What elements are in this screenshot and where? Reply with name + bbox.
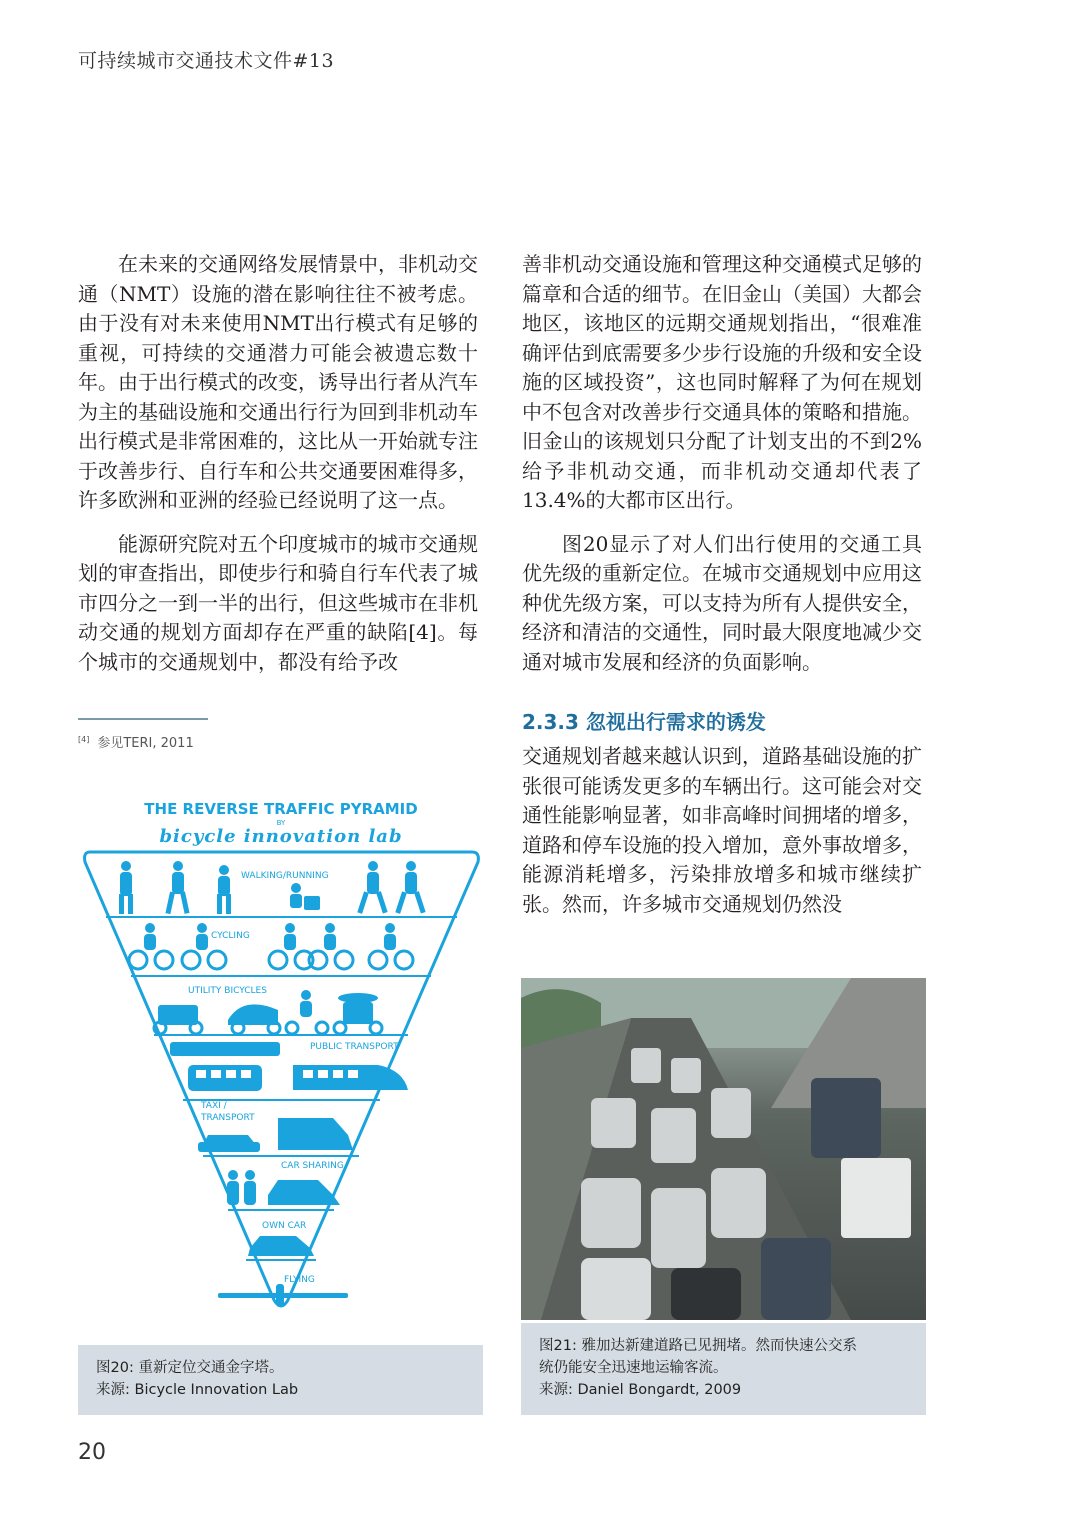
level-label-own-car: OWN CAR bbox=[262, 1221, 307, 1231]
figure-21-caption bbox=[521, 1323, 926, 1415]
left-column bbox=[78, 250, 478, 691]
figure-20-caption-source: 来源: Bicycle Innovation Lab bbox=[96, 1382, 299, 1398]
level-label-utility-bicycles: UTILITY BICYCLES bbox=[188, 986, 267, 996]
figure-20-caption-title: 图20: 重新定位交通金字塔。 bbox=[96, 1360, 284, 1376]
level-label-transport: TRANSPORT bbox=[201, 1113, 255, 1123]
figure-21-caption-source: 来源: Daniel Bongardt, 2009 bbox=[539, 1382, 742, 1398]
right-column-continued bbox=[522, 742, 922, 933]
taxi-van-icon bbox=[198, 1118, 353, 1152]
left-paragraph-1: 在未来的交通网络发展情景中，非机动交通（NMT）设施的潜在影响往往不被考虑。由于没有对未来使用NMT出行模式有足够的重视，可持续的交通潜力可能会被遗忘数十年。由于出行模式的改变，诱导出行者从汽车为主的基础设施和交通出行行为回到非机动车出行模式是非常困难的，这比从一开始就专注于改善步行、自行车和公共交通要困难得多，许多欧洲和亚洲的经验已经说明了这一点。 bbox=[78, 252, 478, 512]
left-paragraph-2: 能源研究院对五个印度城市的城市交通规划的审查指出，即使步行和骑自行车代表了城市四分之一到一半的出行，但这些城市在非机动交通的规划方面却存在严重的缺陷[4]。每个城市的交通规划中，都没有给予改 bbox=[78, 531, 478, 674]
right-column bbox=[522, 250, 922, 691]
document-header: 可持续城市交通技术文件#13 bbox=[78, 50, 335, 72]
cyclists-icon bbox=[129, 951, 413, 969]
footnote-marker: [4] bbox=[78, 734, 90, 744]
airplane-icon bbox=[218, 1284, 348, 1306]
window-marks bbox=[196, 1070, 358, 1078]
level-label-car-sharing: CAR SHARING bbox=[281, 1161, 344, 1171]
level-label-taxi: TAXI / bbox=[201, 1101, 227, 1111]
page-number: 20 bbox=[78, 1440, 106, 1465]
figure-21-traffic-photo bbox=[521, 978, 926, 1320]
section-heading: 2.3.3 忽视出行需求的诱发 bbox=[522, 710, 766, 734]
pyramid-graphic bbox=[78, 790, 483, 1310]
level-label-cycling: CYCLING bbox=[211, 931, 250, 941]
pyramid-brand: bicycle innovation lab bbox=[159, 826, 403, 847]
figure-20-pyramid bbox=[78, 790, 483, 1310]
footnote-divider bbox=[78, 718, 208, 720]
cyclist-bodies-icon bbox=[144, 923, 396, 950]
own-car-icon bbox=[248, 1236, 314, 1256]
figure-20-caption bbox=[78, 1345, 483, 1415]
pyramid-title: THE REVERSE TRAFFIC PYRAMID bbox=[144, 800, 418, 818]
right-paragraph-2: 图20显示了对人们出行使用的交通工具优先级的重新定位。在城市交通规划中应用这种优先级方案，可以支持为所有人提供安全，经济和清洁的交通性，同时最大限度地减少交通对城市发展和经济的负面影响。 bbox=[522, 531, 922, 674]
pyramid-by: BY bbox=[276, 819, 286, 827]
level-label-flying: FLYING bbox=[284, 1275, 315, 1285]
walking-people-icon bbox=[119, 861, 426, 914]
figure-21-caption-title: 图21: 雅加达新建道路已见拥堵。然而快速公交系 bbox=[539, 1338, 857, 1354]
right-paragraph-1: 善非机动交通设施和管理这种交通模式足够的篇章和合适的细节。在旧金山（美国）大都会地区，该地区的远期交通规划指出，“很难准确评估到底需要多少步行设施的升级和安全设施的区域投资”，这也同时解释了为何在规划中不包含对改善步行交通具体的策略和措施。旧金山的该规划只分配了计划支出的不到2%给予非机动交通，而非机动交通却代表了13.4%的大都市区出行。 bbox=[522, 252, 922, 512]
footnote-text: 参见TERI, 2011 bbox=[97, 736, 194, 751]
level-label-walking: WALKING/RUNNING bbox=[241, 871, 329, 881]
footnote bbox=[78, 732, 194, 751]
figure-21-caption-title-cont: 统仍能安全迅速地运输客流。 bbox=[539, 1360, 728, 1376]
level-label-public-transport: PUBLIC TRANSPORT bbox=[310, 1042, 399, 1052]
right-paragraph-3: 交通规划者越来越认识到，道路基础设施的扩张很可能诱发更多的车辆出行。这可能会对交通性能影响显著，如非高峰时间拥堵的增多，道路和停车设施的投入增加，意外事故增多，能源消耗增多，污染排放增多和城市继续扩张。然而，许多城市交通规划仍然没 bbox=[522, 744, 922, 916]
traffic-photo-illustration bbox=[521, 978, 926, 1320]
car-sharing-icon bbox=[227, 1170, 340, 1205]
